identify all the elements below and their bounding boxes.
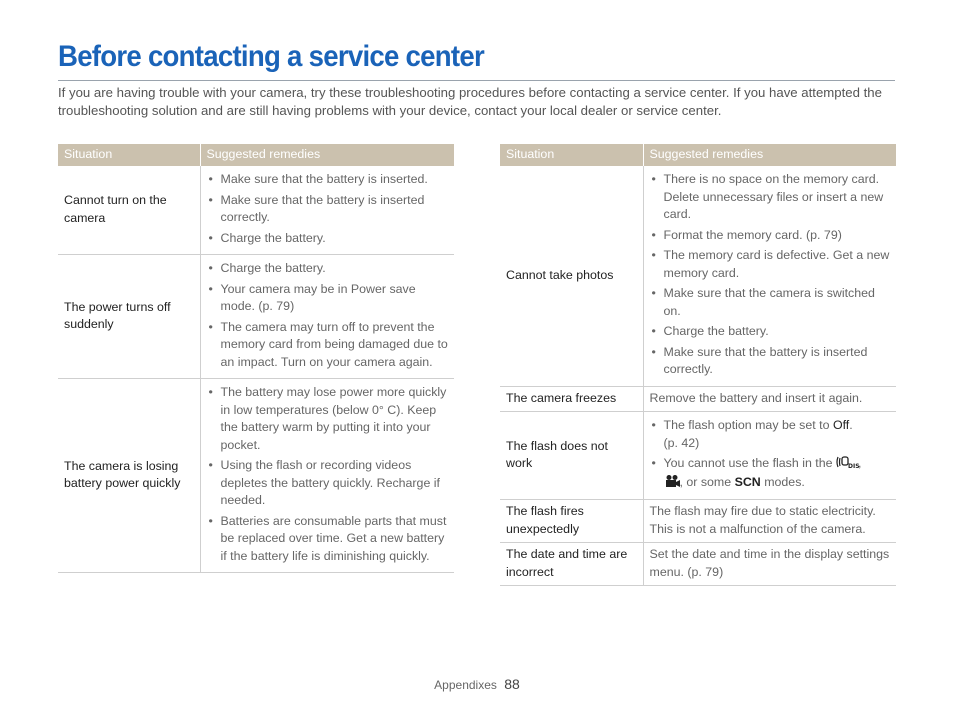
intro-paragraph: If you are having trouble with your camera, try these troubleshooting procedures before contacting a service center. If you have attempted the troubleshooting solution and are still having problems with your device, contact your local dealer or service center. (58, 85, 882, 118)
table-row (500, 500, 896, 543)
page-number: 88 (504, 676, 520, 692)
table-row (58, 379, 454, 573)
remedy-item: • Make sure that the battery is inserted. (207, 171, 449, 189)
scn-mode-label: SCN (734, 474, 761, 489)
page-title: Before contacting a service center (58, 40, 484, 73)
situation-cell: Cannot take photos (500, 166, 643, 386)
remedy-item: • There is no space on the memory card. Delete unnecessary files or insert a new card. (650, 171, 891, 224)
situation-cell: The camera freezes (500, 386, 643, 412)
troubleshooting-table-right (500, 144, 896, 586)
table-header-row (500, 144, 896, 166)
remedies-cell (200, 166, 454, 255)
movie-mode-icon (664, 477, 680, 489)
remedy-text: , or some (679, 474, 735, 489)
situation-cell: Cannot turn on the camera (58, 166, 200, 255)
situation-cell: The flash does not work (500, 412, 643, 500)
remedies-cell: The flash may fire due to static electricity. This is not a malfunction of the camera. (643, 500, 896, 543)
table-row (500, 543, 896, 586)
remedy-text: . (849, 418, 853, 432)
svg-text:DIS: DIS (847, 463, 860, 470)
footer-section-label: Appendixes (434, 678, 497, 692)
situation-cell: The power turns off suddenly (58, 255, 200, 379)
remedy-text: , (857, 456, 862, 470)
remedy-item: • Charge the battery. (650, 323, 891, 341)
remedy-item: • Using the flash or recording videos depletes the battery quickly. Recharge if needed. (207, 457, 449, 510)
title-divider (58, 80, 895, 81)
situation-cell: The camera is losing battery power quickly (58, 379, 200, 573)
remedies-cell: Set the date and time in the display settings menu. (p. 79) (643, 543, 896, 586)
remedy-list (207, 171, 449, 247)
remedy-item: • Make sure that the battery is inserted correctly. (650, 344, 891, 379)
table-row (58, 255, 454, 379)
remedy-list (650, 417, 891, 492)
remedy-list (650, 171, 891, 379)
remedies-cell (643, 412, 896, 500)
flash-off-option: Off (832, 418, 850, 432)
table-row (500, 386, 896, 412)
remedy-item (650, 417, 891, 452)
remedy-item: • The memory card is defective. Get a new memory card. (650, 247, 891, 282)
table-header-row (58, 144, 454, 166)
dis-mode-icon (836, 458, 858, 470)
table-row (500, 412, 896, 500)
remedies-cell (200, 379, 454, 573)
column-header-situation: Situation (500, 144, 643, 166)
remedy-item: • The camera may turn off to prevent the memory card from being damaged due to an impact. Turn on your camera again. (207, 319, 449, 372)
troubleshooting-table-left (58, 144, 454, 573)
remedy-item: • Batteries are consumable parts that must be replaced over time. Get a new battery if the battery life is diminishing quickly. (207, 513, 449, 566)
remedy-item: • Charge the battery. (207, 230, 449, 248)
remedy-text: modes. (760, 474, 805, 489)
column-header-remedies: Suggested remedies (643, 144, 896, 166)
remedies-cell (643, 166, 896, 386)
remedy-text: You cannot use the flash in the (663, 456, 836, 470)
remedy-list (207, 260, 449, 371)
situation-cell: The date and time are incorrect (500, 543, 643, 586)
remedy-text: The flash option may be set to (663, 418, 833, 432)
remedy-item (650, 455, 891, 492)
remedy-item: • Make sure that the camera is switched on. (650, 285, 891, 320)
situation-cell: The flash fires unexpectedly (500, 500, 643, 543)
remedy-item: • Make sure that the battery is inserted correctly. (207, 192, 449, 227)
page-footer (0, 676, 954, 692)
remedy-item: • The battery may lose power more quickly in low temperatures (below 0° C). Keep the battery warm by putting it into your pocket. (207, 384, 449, 454)
remedies-cell (200, 255, 454, 379)
column-header-remedies: Suggested remedies (200, 144, 454, 166)
remedy-item: • Format the memory card. (p. 79) (650, 227, 891, 245)
table-row (500, 166, 896, 386)
page-reference: (p. 42) (663, 435, 700, 450)
remedies-cell: Remove the battery and insert it again. (643, 386, 896, 412)
column-header-situation: Situation (58, 144, 200, 166)
remedy-list (207, 384, 449, 565)
remedy-item: • Charge the battery. (207, 260, 449, 278)
remedy-item: • Your camera may be in Power save mode. (p. 79) (207, 281, 449, 316)
table-row (58, 166, 454, 255)
